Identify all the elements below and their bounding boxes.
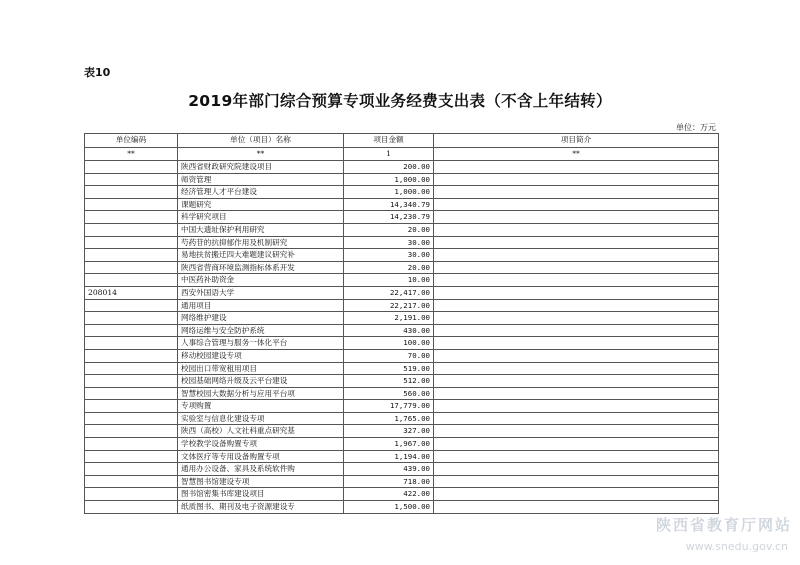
description-cell [434, 362, 719, 375]
amount-cell: 30.00 [344, 236, 434, 249]
table-row [85, 198, 719, 211]
table-row [85, 387, 719, 400]
header-unit-code: 单位编码 [85, 134, 178, 148]
site-watermark: 陕西省教育厅网站 [655, 516, 792, 534]
description-cell [434, 173, 719, 186]
unit-name-cell: 芍药苷的抗抑郁作用及机制研究 [178, 236, 344, 249]
table-row [85, 249, 719, 262]
description-cell [434, 349, 719, 362]
unit-code-cell [85, 274, 178, 287]
amount-cell: 1,000.00 [344, 173, 434, 186]
amount-cell: 30.00 [344, 249, 434, 262]
unit-code-cell [85, 375, 178, 388]
unit-code-cell [85, 387, 178, 400]
marker-cell: ** [85, 147, 178, 161]
description-cell [434, 387, 719, 400]
description-cell [434, 438, 719, 451]
amount-cell: 327.00 [344, 425, 434, 438]
table-row [85, 488, 719, 501]
amount-cell: 512.00 [344, 375, 434, 388]
unit-code-cell [85, 412, 178, 425]
table-row [85, 173, 719, 186]
amount-cell: 14,230.79 [344, 211, 434, 224]
table-row [85, 299, 719, 312]
description-cell [434, 236, 719, 249]
unit-code-cell [85, 463, 178, 476]
unit-name-cell: 西安外国语大学 [178, 286, 344, 299]
description-cell [434, 324, 719, 337]
unit-name-cell: 校园基础网络升级及云平台建设 [178, 375, 344, 388]
description-cell [434, 375, 719, 388]
document-title: 2019年部门综合预算专项业务经费支出表（不含上年结转） [188, 92, 612, 110]
amount-cell: 430.00 [344, 324, 434, 337]
table-row [85, 286, 719, 299]
amount-cell: 10.00 [344, 274, 434, 287]
description-cell [434, 312, 719, 325]
unit-code-cell [85, 349, 178, 362]
amount-cell: 1,967.00 [344, 438, 434, 451]
amount-cell: 1,000.00 [344, 186, 434, 199]
unit-code-cell [85, 186, 178, 199]
table-row [85, 438, 719, 451]
budget-table [84, 133, 719, 514]
unit-code-cell [85, 337, 178, 350]
unit-name-cell: 移动校园建设专项 [178, 349, 344, 362]
unit-name-cell: 易地扶贫搬迁四大难题建议研究补 [178, 249, 344, 262]
table-row [85, 261, 719, 274]
unit-code-cell [85, 198, 178, 211]
unit-name-cell: 文体医疗等专用设备购置专项 [178, 450, 344, 463]
unit-code-cell [85, 362, 178, 375]
table-row [85, 186, 719, 199]
amount-cell: 1,500.00 [344, 501, 434, 514]
table-row [85, 501, 719, 514]
table-row [85, 337, 719, 350]
table-row [85, 274, 719, 287]
amount-cell: 1,765.00 [344, 412, 434, 425]
unit-code-cell [85, 488, 178, 501]
amount-cell: 718.00 [344, 475, 434, 488]
table-row [85, 161, 719, 174]
unit-name-cell: 学校教学设备购置专项 [178, 438, 344, 451]
unit-name-cell: 中国大遗址保护利用研究 [178, 223, 344, 236]
unit-code-cell [85, 438, 178, 451]
table-row [85, 324, 719, 337]
table-row [85, 362, 719, 375]
description-cell [434, 286, 719, 299]
table-row [85, 312, 719, 325]
unit-name-cell: 陕西（高校）人文社科重点研究基 [178, 425, 344, 438]
description-cell [434, 488, 719, 501]
unit-name-cell: 图书馆密集书库建设项目 [178, 488, 344, 501]
unit-code-cell [85, 236, 178, 249]
header-unit-name: 单位（项目）名称 [178, 134, 344, 148]
description-cell [434, 211, 719, 224]
header-description: 项目简介 [434, 134, 719, 148]
description-cell [434, 425, 719, 438]
unit-name-cell: 专项购置 [178, 400, 344, 413]
description-cell [434, 186, 719, 199]
table-row [85, 400, 719, 413]
unit-name-cell: 通用项目 [178, 299, 344, 312]
amount-cell: 422.00 [344, 488, 434, 501]
unit-name-cell: 科学研究项目 [178, 211, 344, 224]
table-row [85, 223, 719, 236]
amount-cell: 100.00 [344, 337, 434, 350]
unit-name-cell: 通用办公设备、家具及系统软件购 [178, 463, 344, 476]
description-cell [434, 450, 719, 463]
description-cell [434, 501, 719, 514]
table-row [85, 211, 719, 224]
unit-name-cell: 中医药补助资金 [178, 274, 344, 287]
description-cell [434, 223, 719, 236]
unit-name-cell: 智慧图书馆建设专项 [178, 475, 344, 488]
unit-name-cell: 陕西省财政研究院建设项目 [178, 161, 344, 174]
unit-code-cell [85, 211, 178, 224]
unit-name-cell: 网络运维与安全防护系统 [178, 324, 344, 337]
unit-name-cell: 师资管理 [178, 173, 344, 186]
description-cell [434, 198, 719, 211]
unit-code-cell [85, 249, 178, 262]
amount-cell: 20.00 [344, 261, 434, 274]
table-row [85, 425, 719, 438]
unit-code-cell [85, 312, 178, 325]
unit-name-cell: 经济管理人才平台建设 [178, 186, 344, 199]
unit-label: 单位：万元 [676, 123, 716, 132]
marker-cell: ** [178, 147, 344, 161]
marker-cell: ** [434, 147, 719, 161]
amount-cell: 70.00 [344, 349, 434, 362]
marker-row [85, 147, 719, 161]
description-cell [434, 337, 719, 350]
header-amount: 项目金额 [344, 134, 434, 148]
table-header-row [85, 134, 719, 148]
table-row [85, 475, 719, 488]
unit-code-cell [85, 173, 178, 186]
amount-cell: 14,340.79 [344, 198, 434, 211]
marker-cell: 1 [344, 147, 434, 161]
amount-cell: 17,779.00 [344, 400, 434, 413]
unit-code-cell [85, 261, 178, 274]
unit-code-cell [85, 450, 178, 463]
table-row [85, 236, 719, 249]
amount-cell: 560.00 [344, 387, 434, 400]
unit-name-cell: 智慧校园大数据分析与应用平台项 [178, 387, 344, 400]
unit-name-cell: 实验室与信息化建设专项 [178, 412, 344, 425]
unit-name-cell: 纸质图书、期刊及电子资源建设专 [178, 501, 344, 514]
site-watermark-url: www.snedu.gov.cn [685, 540, 788, 553]
unit-code-cell [85, 299, 178, 312]
amount-cell: 2,191.00 [344, 312, 434, 325]
unit-code-cell [85, 223, 178, 236]
table-row [85, 463, 719, 476]
unit-code-cell [85, 161, 178, 174]
unit-name-cell: 人事综合管理与服务一体化平台 [178, 337, 344, 350]
unit-name-cell: 陕西省营商环境监测指标体系开发 [178, 261, 344, 274]
table-number: 表10 [84, 66, 111, 79]
unit-name-cell: 课题研究 [178, 198, 344, 211]
amount-cell: 22,217.00 [344, 299, 434, 312]
description-cell [434, 475, 719, 488]
unit-code-cell [85, 324, 178, 337]
description-cell [434, 299, 719, 312]
description-cell [434, 249, 719, 262]
description-cell [434, 261, 719, 274]
unit-code-cell [85, 501, 178, 514]
unit-name-cell: 校园出口带宽租用项目 [178, 362, 344, 375]
amount-cell: 22,417.00 [344, 286, 434, 299]
description-cell [434, 274, 719, 287]
unit-name-cell: 网络维护建设 [178, 312, 344, 325]
description-cell [434, 161, 719, 174]
table-row [85, 375, 719, 388]
amount-cell: 439.00 [344, 463, 434, 476]
description-cell [434, 463, 719, 476]
amount-cell: 200.00 [344, 161, 434, 174]
table-row [85, 349, 719, 362]
description-cell [434, 412, 719, 425]
amount-cell: 1,194.00 [344, 450, 434, 463]
table-row [85, 412, 719, 425]
unit-code-cell [85, 475, 178, 488]
unit-code-cell [85, 400, 178, 413]
amount-cell: 20.00 [344, 223, 434, 236]
unit-code-cell: 208014 [85, 286, 178, 299]
table-row [85, 450, 719, 463]
unit-code-cell [85, 425, 178, 438]
amount-cell: 519.00 [344, 362, 434, 375]
description-cell [434, 400, 719, 413]
